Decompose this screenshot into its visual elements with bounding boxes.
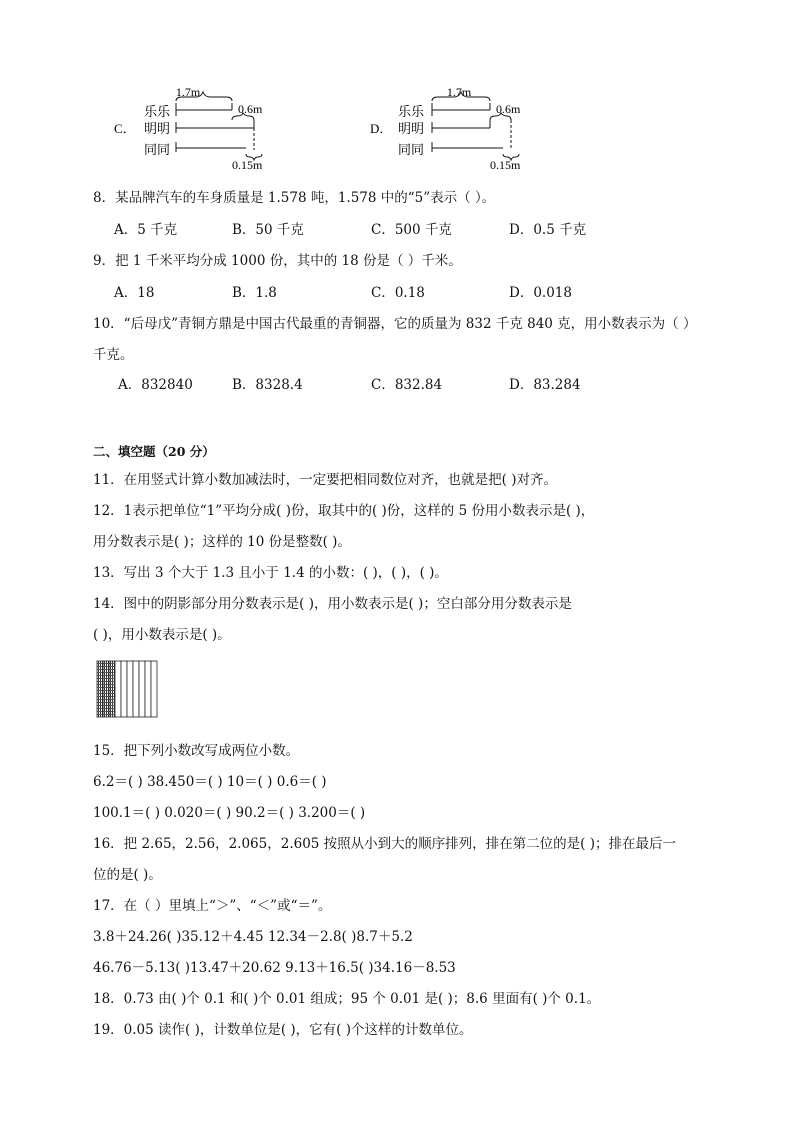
question-16-line2: 位的是( )。 (93, 867, 162, 883)
diagram-d-letter: D． (370, 121, 393, 136)
question-19: 19．0.05 读作( )，计数单位是( )，它有( )个这样的计数单位。 (93, 1022, 473, 1038)
shaded-strip (97, 661, 103, 717)
question-15-line1: 6.2＝( ) 38.450＝( ) 10＝( ) 0.6＝( ) (93, 774, 327, 790)
question-12-line1: 12．1表示把单位“1”平均分成( )份，取其中的( )份，这样的 5 份用小数表示是( )， (93, 503, 595, 519)
question-13: 13．写出 3 个大于 1.3 且小于 1.4 的小数：( )，( )，( )。 (93, 565, 448, 581)
shaded-strip (109, 661, 115, 717)
diagram-c-diff2: 0.15m (232, 158, 263, 172)
q9-option-a[interactable]: A．18 (114, 285, 155, 301)
q9-option-b[interactable]: B．1.8 (232, 285, 277, 301)
question-12-line2: 用分数表示是( )；这样的 10 份是整数( )。 (93, 534, 351, 550)
question-16-line1: 16．把 2.65，2.56，2.065，2.605 按照从小到大的顺序排列，排在第二位的是( )；排在最后一 (93, 836, 676, 852)
diagram-option-d (356, 80, 576, 172)
question-11: 11．在用竖式计算小数加减法时，一定要把相同数位对齐，也就是把( )对齐。 (93, 472, 558, 488)
q8-option-c[interactable]: C．500 千克 (371, 222, 452, 238)
diagram-option-c (100, 80, 320, 172)
q9-option-c[interactable]: C．0.18 (371, 285, 425, 301)
q8-option-a[interactable]: A．5 千克 (114, 222, 178, 238)
diagram-c-label-tongtong: 同同 (144, 142, 171, 157)
question-15-title: 15．把下列小数改写成两位小数。 (93, 743, 300, 759)
question-10-line2: 千克。 (93, 347, 134, 363)
question-10-line1: 10．“后母戊”青铜方鼎是中国古代最重的青铜器，它的质量为 832 千克 840 克，用小数表示为（ ） (93, 316, 697, 332)
diagram-d-label-lele: 乐乐 (398, 104, 425, 119)
diagram-d-diff1: 0.6m (496, 102, 521, 116)
diagram-c-letter: C． (114, 121, 136, 136)
question-17-line1: 3.8＋24.26( )35.12＋4.45 12.34－2.8( )8.7＋5.2 (93, 929, 413, 945)
question-8: 8．某品牌汽车的车身质量是 1.578 吨，1.578 中的“5”表示（ ）。 (93, 190, 496, 206)
question-17-line2: 46.76－5.13( )13.47＋20.62 9.13＋16.5( )34.16－8.53 (93, 960, 456, 976)
q9-option-d[interactable]: D．0.018 (509, 285, 572, 301)
q8-option-d[interactable]: D．0.5 千克 (509, 222, 587, 238)
blank-strip (151, 661, 157, 717)
question-15-line2: 100.1＝( ) 0.020＝( ) 90.2＝( ) 3.200＝( ) (93, 805, 366, 821)
q10-option-b[interactable]: B．8328.4 (232, 377, 303, 393)
diagram-d-label-mingming: 明明 (398, 121, 425, 136)
shaded-strip (103, 661, 109, 717)
shaded-strip-figure (96, 660, 158, 718)
question-17-title: 17．在（ ）里填上“＞”、“＜”或“＝”。 (93, 898, 332, 914)
blank-strip (121, 661, 127, 717)
blank-strip (139, 661, 145, 717)
diagram-c-diff1: 0.6m (238, 102, 263, 116)
question-14-line2: ( )，用小数表示是( )。 (93, 627, 231, 643)
blank-strip (127, 661, 133, 717)
q10-option-a[interactable]: A．832840 (118, 377, 193, 393)
q10-option-d[interactable]: D．83.284 (509, 377, 581, 393)
q8-option-b[interactable]: B．50 千克 (232, 222, 304, 238)
question-14-line1: 14．图中的阴影部分用分数表示是( )，用小数表示是( )；空白部分用分数表示是 (93, 596, 572, 612)
section-heading-fill-in: 二、填空题（20 分） (93, 444, 215, 459)
diagram-c-label-mingming: 明明 (144, 121, 171, 136)
diagram-c-label-lele: 乐乐 (144, 104, 171, 119)
diagram-c-top-length: 1.7m (175, 85, 201, 99)
diagram-d-label-tongtong: 同同 (398, 142, 425, 157)
diagram-d-diff2: 0.15m (490, 158, 521, 172)
diagram-d-top-length: 1.7m (446, 85, 472, 99)
blank-strip (115, 661, 121, 717)
blank-strip (133, 661, 139, 717)
blank-strip (145, 661, 151, 717)
question-9: 9．把 1 千米平均分成 1000 份，其中的 18 份是（ ）千米。 (93, 253, 462, 269)
question-18: 18．0.73 由( )个 0.1 和( )个 0.01 组成；95 个 0.01 是( )；8.6 里面有( )个 0.1。 (93, 991, 601, 1007)
q10-option-c[interactable]: C．832.84 (371, 377, 443, 393)
